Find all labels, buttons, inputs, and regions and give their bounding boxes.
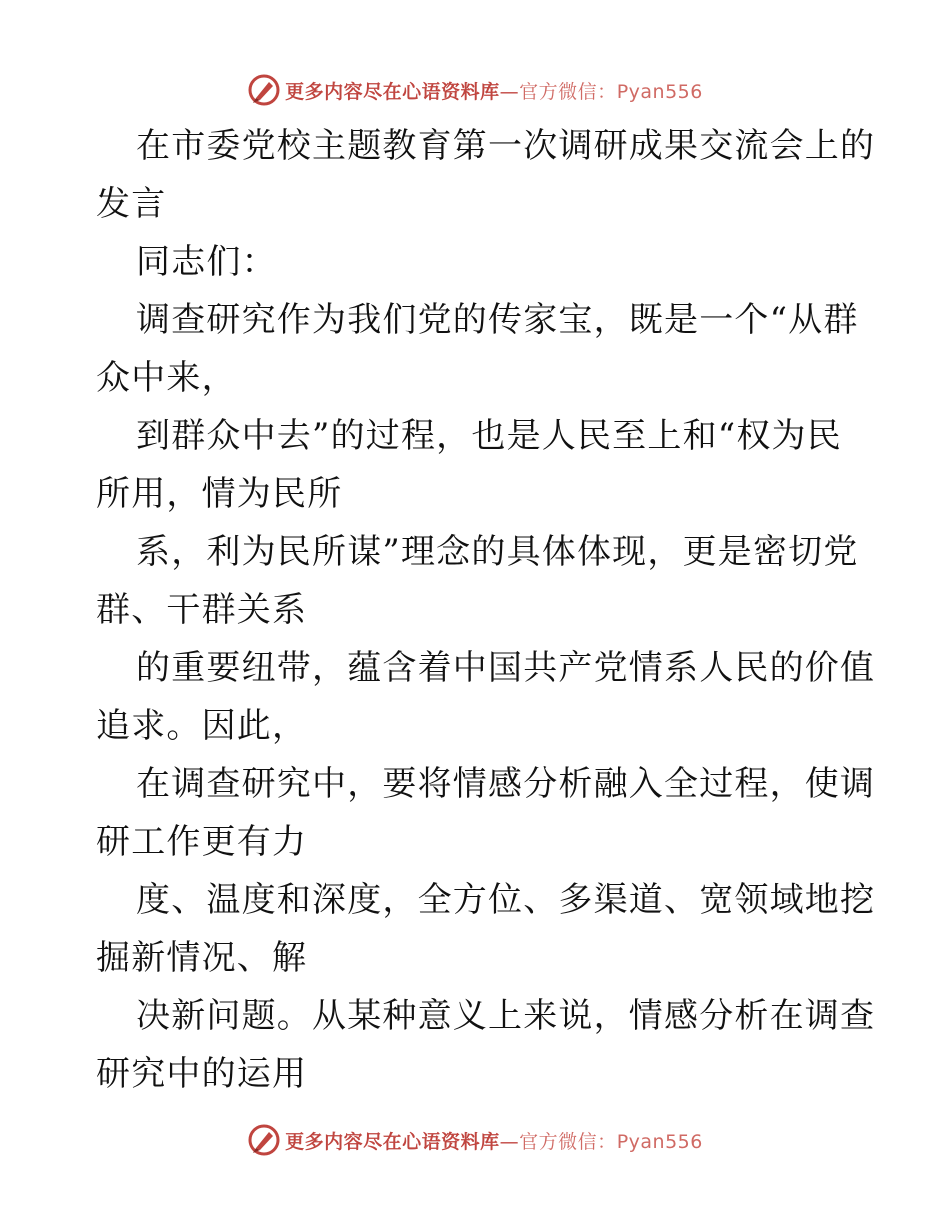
banner-main-text: 更多内容尽在心语资料库 (285, 1130, 500, 1153)
document-line: 追求。因此， (96, 706, 308, 746)
pen-nib-circle-icon (247, 1123, 281, 1157)
document-line: 到群众中去”的过程，也是人民至上和“权为民 (136, 416, 842, 456)
banner-text (285, 1127, 703, 1154)
document-line: 在市委党校主题教育第一次调研成果交流会上的 (136, 126, 876, 166)
document-line: 掘新情况、解 (96, 938, 308, 978)
footer-watermark-banner (0, 1120, 950, 1160)
banner-separator: — (499, 80, 520, 103)
document-line: 研究中的运用 (96, 1054, 308, 1094)
document-line: 度、温度和深度，全方位、多渠道、宽领域地挖 (136, 880, 876, 920)
banner-main-text: 更多内容尽在心语资料库 (285, 80, 500, 103)
banner-separator: — (499, 1130, 520, 1153)
banner-wechat-label: 官方微信： (519, 80, 617, 103)
document-line: 系，利为民所谋”理念的具体体现，更是密切党 (136, 532, 859, 572)
banner-text (285, 77, 703, 104)
document-line: 群、干群关系 (96, 590, 308, 630)
document-line: 研工作更有力 (96, 822, 308, 862)
pen-nib-circle-icon (247, 73, 281, 107)
document-line: 同志们： (136, 242, 277, 282)
document-line: 发言 (96, 184, 167, 224)
banner-wechat-id: Pyan556 (616, 1130, 703, 1153)
document-line: 所用，情为民所 (96, 474, 343, 514)
document-line: 众中来， (96, 358, 237, 398)
document-body (96, 117, 876, 1103)
document-line: 的重要纽带，蕴含着中国共产党情系人民的价值 (136, 648, 876, 688)
document-line: 调查研究作为我们党的传家宝，既是一个“从群 (136, 300, 859, 340)
header-watermark-banner (0, 70, 950, 110)
banner-wechat-label: 官方微信： (519, 1130, 617, 1153)
banner-wechat-id: Pyan556 (616, 80, 703, 103)
document-line: 决新问题。从某种意义上来说，情感分析在调查 (136, 996, 876, 1036)
document-line: 在调查研究中，要将情感分析融入全过程，使调 (136, 764, 876, 804)
